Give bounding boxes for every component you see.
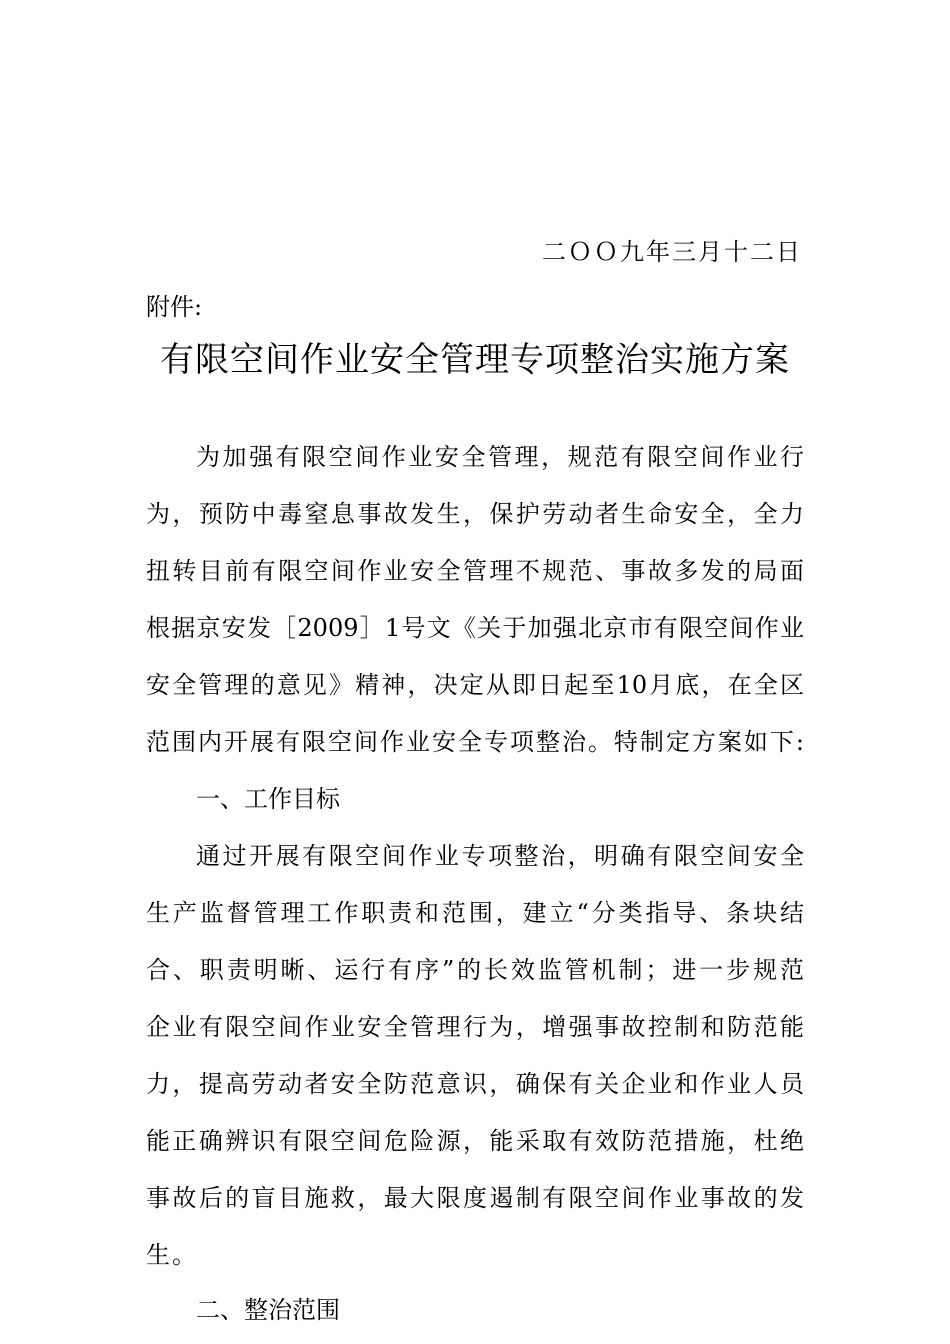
document-title: 有限空间作业安全管理专项整治实施方案	[160, 340, 790, 380]
section-heading-goals: 一、工作目标	[196, 785, 340, 813]
attachment-label: 附件:	[146, 293, 203, 321]
section1-line: 合、职责明晰、运行有序”的长效监管机制；进一步规范	[146, 956, 804, 984]
intro-line: 安全管理的意见》精神，决定从即日起至10月底，在全区	[146, 671, 804, 699]
section1-line: 通过开展有限空间作业专项整治，明确有限空间安全	[196, 842, 804, 870]
intro-line: 为，预防中毒窒息事故发生，保护劳动者生命安全，全力	[146, 500, 804, 528]
section1-line: 生产监督管理工作职责和范围，建立“分类指导、条块结	[146, 899, 804, 927]
section1-line: 生。	[146, 1241, 198, 1269]
intro-line: 范围内开展有限空间作业安全专项整治。特制定方案如下:	[146, 728, 804, 756]
section-heading-scope: 二、整治范围	[196, 1296, 340, 1324]
intro-line: 为加强有限空间作业安全管理，规范有限空间作业行	[196, 443, 804, 471]
section1-line: 能正确辨识有限空间危险源，能采取有效防范措施，杜绝	[146, 1127, 804, 1155]
document-date: 二ＯＯ九年三月十二日	[542, 238, 802, 266]
section1-line: 企业有限空间作业安全管理行为，增强事故控制和防范能	[146, 1013, 804, 1041]
section1-line: 事故后的盲目施救，最大限度遏制有限空间作业事故的发	[146, 1184, 804, 1212]
intro-line: 扭转目前有限空间作业安全管理不规范、事故多发的局面	[146, 557, 804, 585]
section1-line: 力，提高劳动者安全防范意识，确保有关企业和作业人员	[146, 1070, 804, 1098]
intro-line: 根据京安发［2009］1号文《关于加强北京市有限空间作业	[146, 614, 804, 642]
